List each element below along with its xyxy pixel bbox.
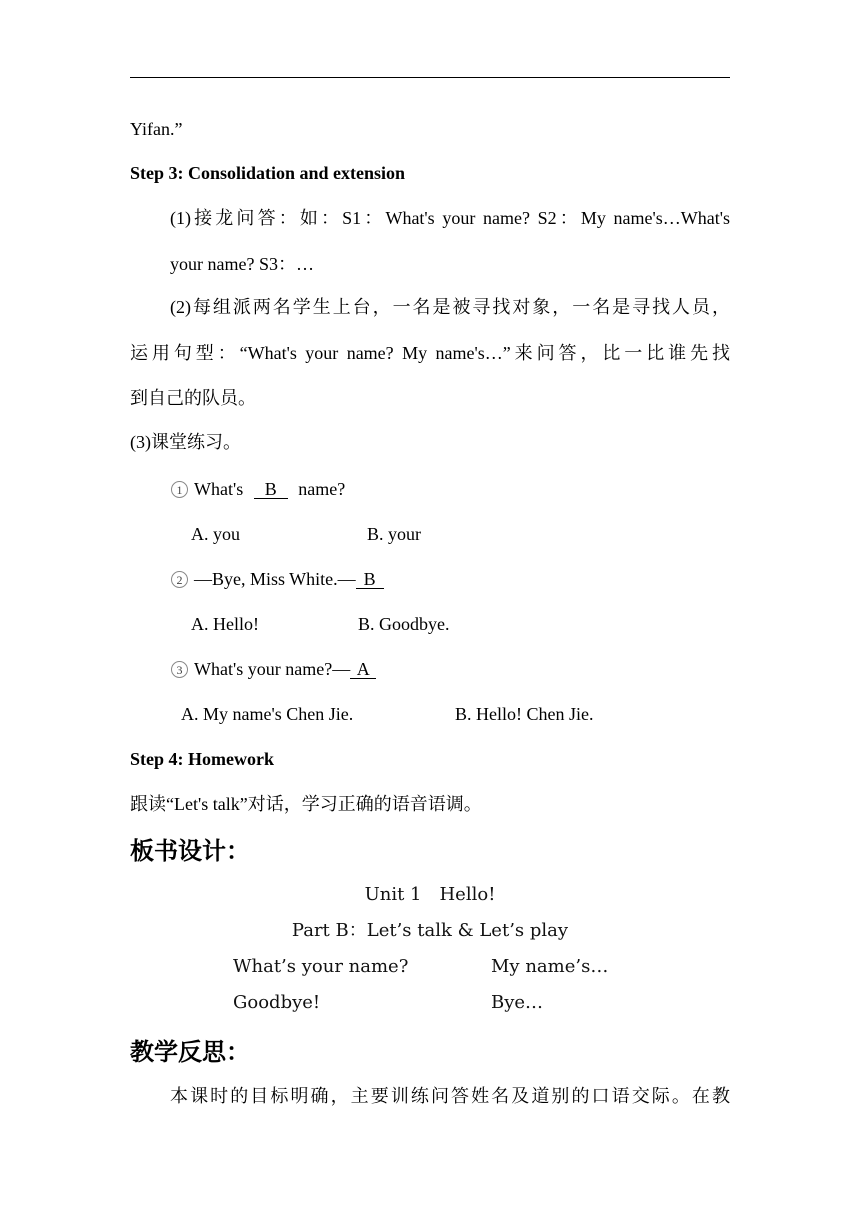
step3-p2-line3: 到自己的队员。 <box>130 388 256 408</box>
step3-p2-line1: (2)每组派两名学生上台，一名是被寻找对象，一名是寻找人员， <box>170 297 730 317</box>
board-part-title: Part B：Let’s talk & Let’s play <box>291 920 569 941</box>
step3-p3: (3)课堂练习。 <box>130 432 241 452</box>
exercise-2-option-a: A. Hello! <box>191 614 259 634</box>
exercise-answer: B <box>254 480 288 499</box>
exercise-3-option-a: A. My name's Chen Jie. <box>181 704 354 724</box>
exercise-text: —Bye, Miss White.— <box>194 569 356 589</box>
board-answer-1: My name’s… <box>491 956 609 977</box>
continued-text: Yifan.” <box>130 119 183 139</box>
exercise-number: 3 <box>171 661 188 678</box>
exercise-2-question <box>171 568 384 590</box>
exercise-1-question <box>171 478 345 500</box>
header-rule <box>130 77 730 78</box>
exercise-text: What's your name?— <box>194 659 351 679</box>
reflection-heading: 教学反思： <box>130 1038 250 1066</box>
exercise-answer: A <box>350 660 376 679</box>
board-heading: 板书设计： <box>130 837 250 865</box>
exercise-3-question <box>171 658 376 680</box>
step3-p2-line2: 运用句型：“What's your name? My name's…”来问答，比一比谁先找 <box>130 343 730 363</box>
exercise-1-option-a: A. you <box>191 524 240 544</box>
exercise-text: What's <box>194 479 244 499</box>
exercise-number: 2 <box>171 571 188 588</box>
board-question-2: Goodbye! <box>233 992 321 1013</box>
exercise-answer: B <box>356 570 384 589</box>
board-unit-title: Unit 1 Hello! <box>364 884 496 905</box>
step3-p1-line2: your name? S3：… <box>170 254 314 274</box>
exercise-number: 1 <box>171 481 188 498</box>
board-question-1: What’s your name? <box>233 956 409 977</box>
board-answer-2: Bye… <box>491 992 544 1013</box>
exercise-3-option-b: B. Hello! Chen Jie. <box>455 704 594 724</box>
step3-title: Step 3: Consolidation and extension <box>130 163 406 183</box>
exercise-1-option-b: B. your <box>367 524 421 544</box>
step4-title: Step 4: Homework <box>130 749 274 769</box>
reflection-text: 本课时的目标明确，主要训练问答姓名及道别的口语交际。在教 <box>170 1086 730 1106</box>
exercise-2-option-b: B. Goodbye. <box>358 614 450 634</box>
step4-text: 跟读“Let's talk”对话，学习正确的语音语调。 <box>130 794 482 814</box>
step3-p1-line1: (1)接龙问答：如：S1：What's your name? S2：My name's…What's <box>170 208 730 228</box>
exercise-text-after: name? <box>298 479 346 499</box>
